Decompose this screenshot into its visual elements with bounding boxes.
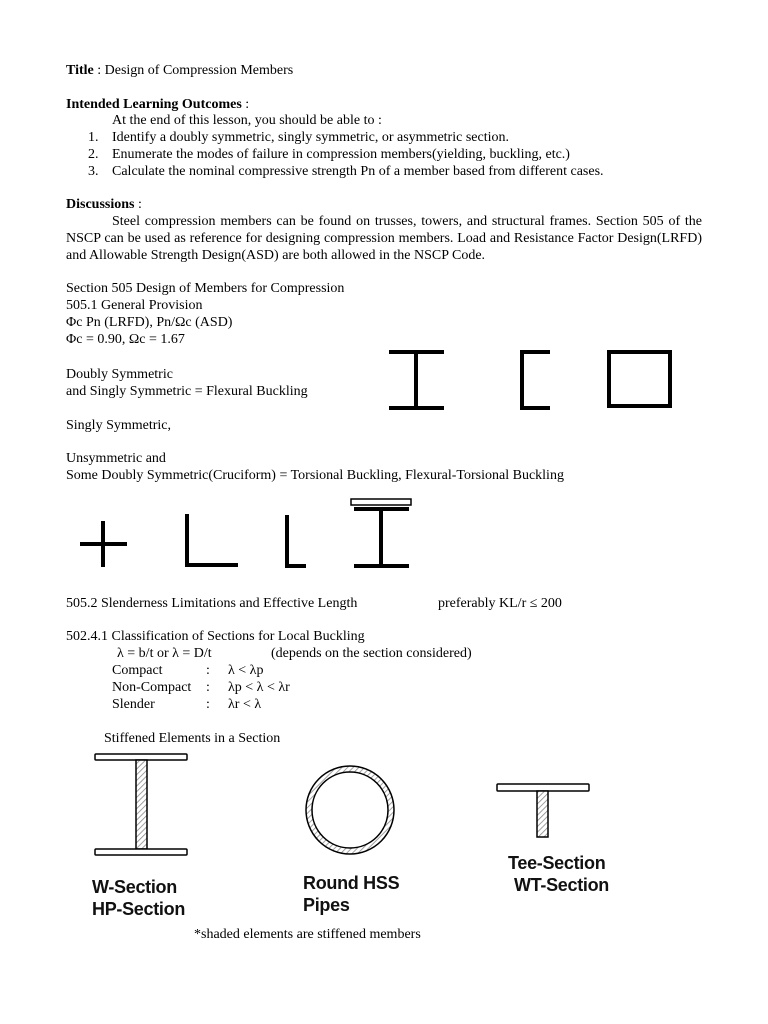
stiffened-heading: Stiffened Elements in a Section (104, 731, 281, 746)
ilo-heading-colon: : (241, 97, 250, 112)
buckling-line-2: and Singly Symmetric = Flexural Buckling (66, 384, 308, 399)
formula-factors: Φc = 0.90, Ωc = 1.67 (66, 332, 185, 347)
label-round-hss: Round HSS (303, 873, 400, 893)
label-w-section: W-Section (92, 877, 177, 897)
discussions-paragraph-text: Steel compression members can be found on trusses, towers, and structural frames. Section 505 of the NSCP can be used as reference for designing compression members. Load and Resistance Factor Design(LRFD) and Allowable Strength Design(ASD) are both allowed in the NSCP Code. (66, 214, 702, 263)
classification-formula: λ = b/t or λ = D/t (117, 646, 212, 661)
discussions-heading-colon: : (134, 197, 142, 212)
label-wt-section: WT-Section (514, 875, 609, 895)
cruciform-section-icon (80, 521, 127, 567)
section505-heading: Section 505 Design of Members for Compression (66, 281, 345, 296)
ilo-item-3: Calculate the nominal compressive strength Pn of a member based from different cases. (112, 164, 604, 179)
formula-phi-pn: Φc Pn (LRFD), Pn/Ωc (ASD) (66, 315, 233, 330)
slenderness-note: preferably KL/r ≤ 200 (438, 596, 562, 611)
ilo-item-3-num: 3. (88, 164, 99, 179)
tee-section-icon (497, 784, 589, 837)
stiffened-footnote: *shaded elements are stiffened members (194, 927, 421, 942)
class-colon-noncompact: : (206, 680, 210, 695)
ilo-item-2: Enumerate the modes of failure in compression members(yielding, buckling, etc.) (112, 147, 570, 162)
title-label: Title (66, 63, 94, 78)
classification-heading: 502.4.1 Classification of Sections for Local Buckling (66, 629, 365, 644)
buckling-line-4: Unsymmetric and (66, 451, 166, 466)
i-section-icon (389, 352, 444, 408)
label-pipes: Pipes (303, 895, 350, 915)
section505-sub: 505.1 General Provision (66, 298, 203, 313)
title-text: : Design of Compression Members (93, 63, 294, 78)
class-colon-compact: : (206, 663, 210, 678)
w-section-stiffened-icon (95, 754, 187, 855)
box-section-icon (609, 352, 670, 406)
label-tee-section: Tee-Section (508, 853, 606, 873)
class-cond-compact: λ < λp (228, 663, 264, 678)
channel-section-icon (522, 352, 550, 408)
label-hp-section: HP-Section (92, 899, 186, 919)
buckling-line-1: Doubly Symmetric (66, 367, 173, 382)
class-name-noncompact: Non-Compact (112, 680, 192, 695)
i-section-coverplate-icon (351, 499, 411, 566)
ilo-intro: At the end of this lesson, you should be able to : (112, 113, 382, 128)
ilo-item-2-num: 2. (88, 147, 99, 162)
ilo-heading-text: Intended Learning Outcomes (66, 97, 242, 112)
buckling-line-3: Singly Symmetric, (66, 418, 171, 433)
class-name-compact: Compact (112, 663, 163, 678)
angle-small-section-icon (287, 515, 306, 566)
slenderness-heading: 505.2 Slenderness Limitations and Effective Length (66, 596, 358, 611)
buckling-line-5: Some Doubly Symmetric(Cruciform) = Torsional Buckling, Flexural-Torsional Buckling (66, 468, 564, 483)
ilo-item-1: Identify a doubly symmetric, singly symmetric, or asymmetric section. (112, 130, 509, 145)
discussions-heading-text: Discussions (66, 197, 135, 212)
class-cond-slender: λr < λ (228, 697, 262, 712)
round-hss-icon (306, 766, 394, 854)
class-colon-slender: : (206, 697, 210, 712)
class-name-slender: Slender (112, 697, 155, 712)
class-cond-noncompact: λp < λ < λr (228, 680, 290, 695)
ilo-item-1-num: 1. (88, 130, 99, 145)
angle-section-icon (187, 514, 238, 565)
classification-formula-note: (depends on the section considered) (271, 646, 472, 661)
